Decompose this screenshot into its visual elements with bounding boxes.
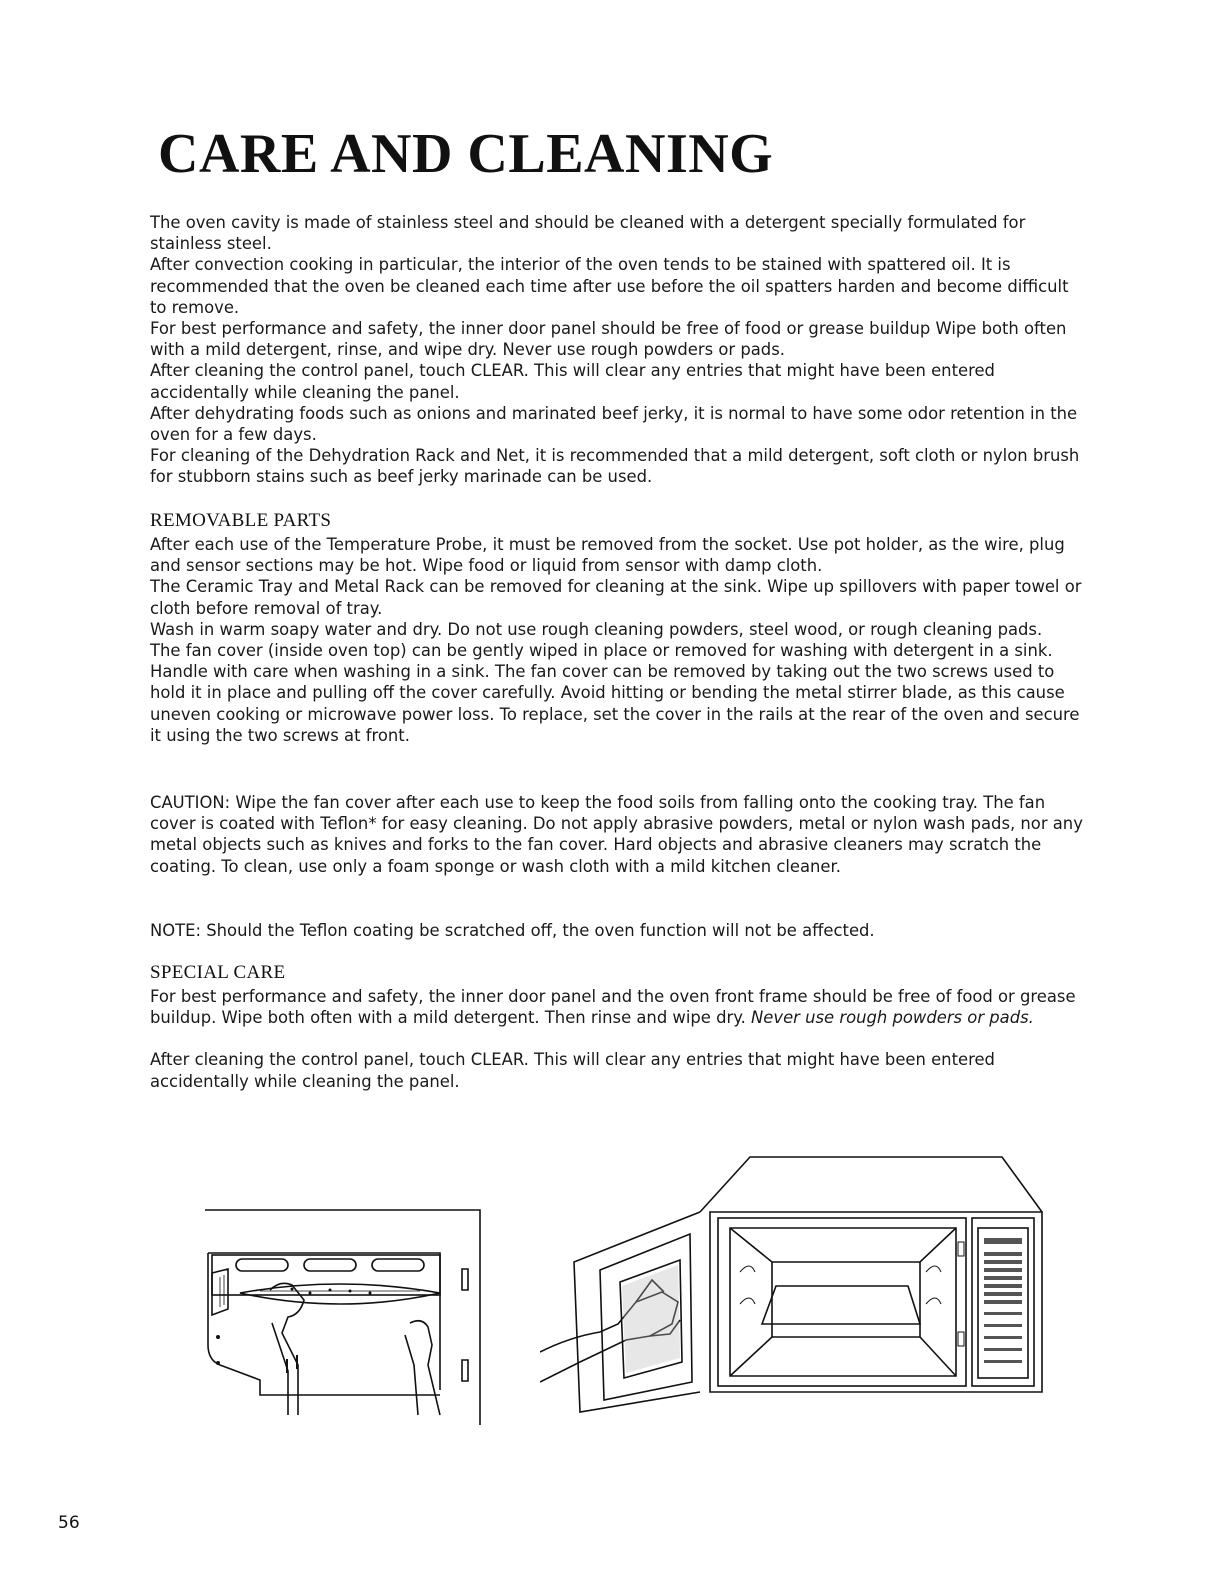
removable-parts-paragraph: The fan cover (inside oven top) can be gently wiped in place or removed for washing with detergent in a sink. Handle with care when washing in a sink. The fan cover can be removed by taking out the two screws used to hold it in place and pulling off the cover carefully. Avoid hitting or bending the metal stirrer blade, as this cause uneven cooking or microwave power loss. To replace, set the cover in the rails at the rear of the oven and secure it using the two screws at front.	[150, 641, 1080, 745]
removable-parts-heading: REMOVABLE PARTS	[150, 510, 332, 531]
intro-paragraph: After convection cooking in particular, the interior of the oven tends to be stained with spattered oil. It is recommended that the oven be cleaned each time after use before the oil spatters harden and become difficult to remove.	[150, 255, 1069, 317]
intro-section	[150, 212, 1090, 488]
door-panel-wiping-illustration	[540, 1152, 1050, 1440]
page-title: CARE AND CLEANING	[158, 123, 774, 185]
special-care-paragraph	[150, 986, 1090, 1028]
special-care-text: For best performance and safety, the inner door panel and the oven front frame should be free of food or grease buildup. Wipe both often with a mild detergent. Then rinse and wipe dry.	[150, 987, 1076, 1028]
note-paragraph: NOTE: Should the Teflon coating be scratched off, the oven function will not be affected.	[150, 921, 875, 940]
special-care-section	[150, 986, 1090, 1092]
intro-paragraph: For best performance and safety, the inner door panel should be free of food or grease buildup Wipe both often with a mild detergent, rinse, and wipe dry. Never use rough powders or pads.	[150, 319, 1067, 360]
special-care-heading: SPECIAL CARE	[150, 962, 286, 983]
intro-paragraph: The oven cavity is made of stainless steel and should be cleaned with a detergent specially formulated for stainless steel.	[150, 213, 1026, 254]
intro-paragraph: After dehydrating foods such as onions and marinated beef jerky, it is normal to have some odor retention in the oven for a few days.	[150, 403, 1078, 445]
special-care-paragraph-2: After cleaning the control panel, touch CLEAR. This will clear any entries that might have been entered accidentally while cleaning the panel.	[150, 1050, 995, 1091]
caution-paragraph: CAUTION: Wipe the fan cover after each use to keep the food soils from falling onto the cooking tray. The fan cover is coated with Teflon* for easy cleaning. Do not apply abrasive powders, metal or nylon wash pads, nor any metal objects such as knives and forks to the fan cover. Hard objects and abrasive cleaners may scratch the coating. To clean, use only a foam sponge or wash cloth with a mild kitchen cleaner.	[150, 793, 1083, 876]
intro-paragraph: After cleaning the control panel, touch CLEAR. This will clear any entries that might have been entered accidentally while cleaning the panel.	[150, 361, 995, 402]
page-number: 56	[58, 1513, 80, 1533]
removable-parts-paragraph: After each use of the Temperature Probe, it must be removed from the socket. Use pot holder, as the wire, plug and sensor sections may be hot. Wipe food or liquid from sensor with damp cloth.	[150, 535, 1065, 576]
removable-parts-paragraph: The Ceramic Tray and Metal Rack can be removed for cleaning at the sink. Wipe up spillovers with paper towel or cloth before removal of tray.	[150, 577, 1082, 618]
special-care-italic: Never use rough powders or pads.	[751, 1008, 1034, 1028]
intro-paragraph: For cleaning of the Dehydration Rack and Net, it is recommended that a mild detergent, soft cloth or nylon brush for stubborn stains such as beef jerky marinade can be used.	[150, 446, 1080, 487]
removable-parts-section	[150, 534, 1090, 746]
removable-parts-paragraph: Wash in warm soapy water and dry. Do not use rough cleaning powders, steel wood, or rough cleaning pads.	[150, 619, 1043, 639]
fan-cover-wiping-illustration	[200, 1205, 490, 1440]
